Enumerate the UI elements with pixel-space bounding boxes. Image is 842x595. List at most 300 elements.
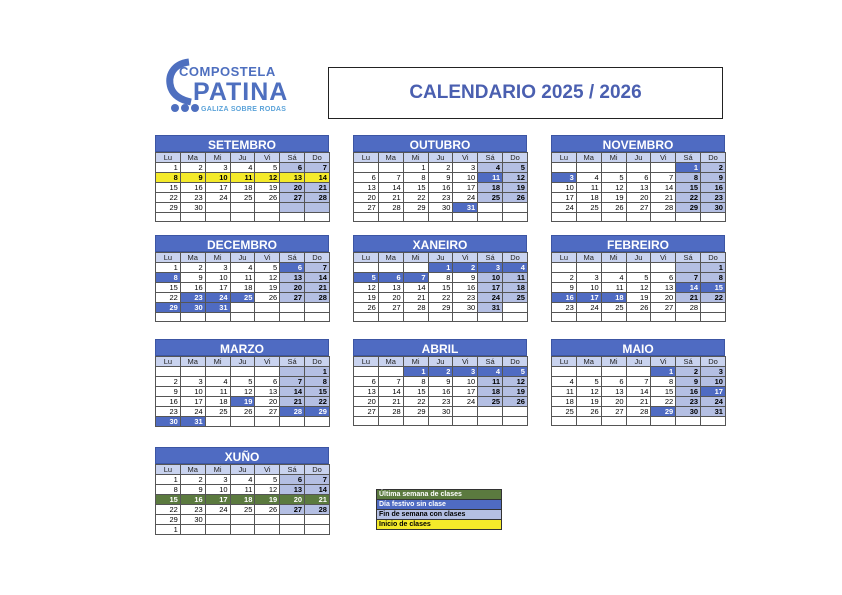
day-cell: 4 [205,377,230,387]
week-row [354,313,528,322]
day-header: Mi [601,253,626,263]
month-header: FEBREIRO [551,235,725,252]
day-cell [576,263,601,273]
day-header: Vi [651,153,676,163]
day-header: Vi [255,357,280,367]
day-cell [378,263,403,273]
day-cell: 10 [701,377,726,387]
day-cell [205,525,230,535]
month-header: DECEMBRO [155,235,329,252]
day-cell: 2 [676,367,701,377]
week-row [354,377,528,387]
day-header: Sá [676,153,701,163]
day-cell [453,417,478,426]
day-cell: 28 [305,293,330,303]
week-row [156,525,330,535]
week-row [354,303,528,313]
day-header: Ma [576,153,601,163]
day-cell: 25 [601,303,626,313]
day-cell [180,367,205,377]
day-cell: 16 [552,293,577,303]
day-cell [478,417,503,426]
day-cell: 27 [601,407,626,417]
day-cell: 9 [180,273,205,283]
day-header: Ma [378,253,403,263]
day-cell [305,303,330,313]
day-cell: 27 [354,407,379,417]
day-header: Vi [453,153,478,163]
day-cell [205,367,230,377]
day-cell [255,303,280,313]
week-row [156,367,330,377]
week-row [552,367,726,377]
day-cell: 3 [453,163,478,173]
month-maio [551,339,725,426]
day-cell: 13 [280,173,305,183]
day-cell: 10 [576,283,601,293]
day-cell: 21 [626,397,651,407]
day-cell [626,213,651,222]
day-cell [205,417,230,427]
day-cell: 20 [280,283,305,293]
day-cell [280,303,305,313]
day-cell: 16 [428,183,453,193]
day-cell [354,263,379,273]
day-cell: 14 [378,183,403,193]
day-header: Lu [552,253,577,263]
day-cell: 24 [205,505,230,515]
week-row [156,173,330,183]
day-cell: 18 [576,193,601,203]
day-cell: 20 [601,397,626,407]
day-cell: 10 [552,183,577,193]
day-cell [651,163,676,173]
day-cell: 4 [478,367,503,377]
day-cell: 3 [576,273,601,283]
week-row [156,515,330,525]
day-header: Lu [156,153,181,163]
day-cell: 14 [280,387,305,397]
day-cell: 8 [305,377,330,387]
day-cell: 15 [305,387,330,397]
day-cell [503,407,528,417]
day-cell: 16 [180,183,205,193]
day-cell: 1 [676,163,701,173]
day-cell: 14 [676,283,701,293]
day-cell: 1 [651,367,676,377]
day-cell: 5 [255,263,280,273]
day-cell: 26 [503,397,528,407]
day-cell [230,417,255,427]
day-cell: 10 [478,273,503,283]
day-cell: 4 [230,163,255,173]
day-cell: 28 [626,407,651,417]
day-header: Do [305,253,330,263]
day-cell [552,313,577,322]
day-header-row [552,153,726,163]
day-cell: 29 [156,515,181,525]
day-header: Do [305,357,330,367]
month-header: NOVEMBRO [551,135,725,152]
day-cell: 5 [255,475,280,485]
day-cell: 29 [676,203,701,213]
day-cell [453,213,478,222]
month-xaneiro [353,235,527,322]
day-header: Mi [403,357,428,367]
day-cell [552,367,577,377]
day-cell: 20 [354,193,379,203]
day-cell: 18 [230,283,255,293]
day-cell: 30 [428,407,453,417]
day-cell: 6 [280,475,305,485]
day-cell [255,203,280,213]
day-cell: 19 [230,397,255,407]
day-header: Mi [601,153,626,163]
day-cell [576,367,601,377]
day-cell: 26 [626,303,651,313]
month-marzo [155,339,329,427]
month-outubro [353,135,527,222]
day-cell: 30 [453,303,478,313]
day-cell: 3 [205,263,230,273]
day-cell: 28 [378,203,403,213]
day-cell [626,313,651,322]
month-novembro [551,135,725,222]
day-cell: 8 [701,273,726,283]
day-cell: 27 [651,303,676,313]
day-cell [354,163,379,173]
day-cell: 19 [255,283,280,293]
day-cell: 14 [305,173,330,183]
day-cell [478,203,503,213]
day-cell: 7 [378,377,403,387]
day-cell: 24 [552,203,577,213]
day-cell [503,313,528,322]
day-cell [230,367,255,377]
day-cell: 19 [255,183,280,193]
week-row [354,163,528,173]
day-cell [503,213,528,222]
week-row [354,193,528,203]
day-cell: 15 [156,283,181,293]
day-cell [354,417,379,426]
compostela-patina-logo [163,58,303,120]
day-cell: 18 [478,387,503,397]
day-cell [305,213,330,222]
week-row [354,283,528,293]
day-cell: 24 [180,407,205,417]
day-cell: 30 [180,203,205,213]
week-row [354,407,528,417]
day-header: Vi [255,253,280,263]
day-cell [378,213,403,222]
day-cell [205,313,230,322]
day-cell [503,203,528,213]
day-cell: 6 [601,377,626,387]
day-cell: 24 [453,193,478,203]
day-cell [701,417,726,426]
week-row [552,263,726,273]
day-cell [651,417,676,426]
day-cell: 23 [180,293,205,303]
day-cell: 18 [230,495,255,505]
month-xuño [155,447,329,535]
day-cell: 4 [552,377,577,387]
day-header: Lu [156,465,181,475]
week-row [156,183,330,193]
day-header: Sá [676,357,701,367]
day-cell: 11 [576,183,601,193]
day-cell: 25 [478,397,503,407]
month-table [155,252,330,322]
day-cell: 21 [651,193,676,203]
week-row [156,163,330,173]
day-cell: 6 [255,377,280,387]
day-cell: 4 [478,163,503,173]
day-cell: 9 [428,377,453,387]
day-header: Lu [354,357,379,367]
week-row [156,263,330,273]
day-header: Sá [280,153,305,163]
day-cell: 4 [576,173,601,183]
day-cell: 19 [601,193,626,203]
day-cell: 5 [626,273,651,283]
day-cell [576,163,601,173]
day-cell: 25 [205,407,230,417]
day-cell: 9 [676,377,701,387]
month-header: XUÑO [155,447,329,464]
day-cell [280,203,305,213]
day-cell: 23 [428,193,453,203]
week-row [354,213,528,222]
day-cell [354,367,379,377]
day-cell: 20 [255,397,280,407]
week-row [354,293,528,303]
month-header: XANEIRO [353,235,527,252]
day-cell [651,263,676,273]
day-cell: 12 [230,387,255,397]
day-cell: 23 [676,397,701,407]
month-header: SETEMBRO [155,135,329,152]
logo-tagline: GALIZA SOBRE RODAS [201,106,287,113]
day-cell: 16 [180,495,205,505]
day-cell: 12 [601,183,626,193]
week-row [156,213,330,222]
day-cell: 25 [230,193,255,203]
day-cell: 15 [428,283,453,293]
day-header: Do [503,357,528,367]
day-cell: 9 [428,173,453,183]
week-row [552,293,726,303]
day-cell: 6 [378,273,403,283]
day-cell: 22 [156,505,181,515]
day-cell: 17 [478,283,503,293]
day-cell: 1 [156,475,181,485]
day-cell: 19 [354,293,379,303]
day-cell: 1 [403,163,428,173]
day-cell [280,525,305,535]
day-cell: 23 [180,193,205,203]
day-cell: 17 [701,387,726,397]
day-cell: 28 [403,303,428,313]
day-cell: 12 [503,377,528,387]
day-cell: 9 [180,485,205,495]
day-header: Ju [230,253,255,263]
day-cell: 20 [354,397,379,407]
day-header: Vi [453,253,478,263]
day-cell: 27 [280,193,305,203]
day-cell [280,417,305,427]
day-cell [428,313,453,322]
day-header: Vi [651,357,676,367]
title-box [328,67,723,119]
day-cell: 8 [156,485,181,495]
day-header-row [552,253,726,263]
day-cell: 26 [354,303,379,313]
day-cell: 11 [478,377,503,387]
day-header: Ju [626,357,651,367]
day-header: Mi [205,465,230,475]
day-cell: 2 [180,475,205,485]
day-header: Mi [205,153,230,163]
day-cell: 26 [503,193,528,203]
week-row [552,417,726,426]
day-header: Ju [428,253,453,263]
day-cell: 25 [552,407,577,417]
day-cell: 29 [403,203,428,213]
day-cell: 2 [428,367,453,377]
day-cell: 29 [305,407,330,417]
day-cell: 29 [403,407,428,417]
day-cell: 8 [156,273,181,283]
day-cell [701,313,726,322]
day-cell [180,313,205,322]
day-cell: 23 [701,193,726,203]
day-cell: 12 [626,283,651,293]
week-row [156,293,330,303]
day-cell [230,203,255,213]
day-cell [552,417,577,426]
day-header: Lu [354,253,379,263]
week-row [156,203,330,213]
day-cell: 20 [280,495,305,505]
day-header: Ju [428,153,453,163]
day-header: Ju [626,253,651,263]
day-cell: 30 [156,417,181,427]
day-cell: 28 [280,407,305,417]
week-row [156,303,330,313]
day-cell: 7 [676,273,701,283]
week-row [156,475,330,485]
week-row [552,203,726,213]
day-cell: 11 [205,387,230,397]
day-cell: 27 [378,303,403,313]
day-cell: 26 [230,407,255,417]
day-cell [378,417,403,426]
day-cell: 9 [552,283,577,293]
day-header: Do [305,153,330,163]
day-cell [305,525,330,535]
day-header: Mi [403,153,428,163]
day-cell [552,213,577,222]
day-cell [205,213,230,222]
day-cell: 24 [576,303,601,313]
day-cell: 18 [601,293,626,303]
day-cell: 31 [453,203,478,213]
logo-line-1: COMPOSTELA [179,64,276,79]
week-row [552,387,726,397]
day-header: Mi [403,253,428,263]
day-cell: 31 [205,303,230,313]
day-cell: 18 [205,397,230,407]
day-cell: 23 [180,505,205,515]
day-cell: 18 [503,283,528,293]
day-cell: 6 [280,163,305,173]
month-abril [353,339,527,426]
day-cell: 16 [701,183,726,193]
day-cell: 15 [701,283,726,293]
day-cell: 13 [354,387,379,397]
day-cell: 7 [403,273,428,283]
day-cell: 5 [354,273,379,283]
day-cell: 3 [205,475,230,485]
day-cell [626,367,651,377]
day-cell: 1 [701,263,726,273]
month-table [551,356,726,426]
day-cell: 30 [180,303,205,313]
day-cell: 14 [305,485,330,495]
day-header: Sá [280,253,305,263]
day-cell: 7 [305,475,330,485]
day-cell [626,163,651,173]
day-cell [552,163,577,173]
day-cell: 22 [403,397,428,407]
day-cell: 8 [428,273,453,283]
day-cell: 31 [701,407,726,417]
month-table [155,152,330,222]
day-cell: 23 [156,407,181,417]
day-cell: 4 [230,475,255,485]
day-cell: 3 [552,173,577,183]
day-cell: 21 [305,495,330,505]
day-cell [428,213,453,222]
week-row [156,505,330,515]
day-header: Sá [478,253,503,263]
day-cell: 27 [354,203,379,213]
legend [376,489,502,530]
day-cell: 31 [478,303,503,313]
week-row [156,397,330,407]
day-cell: 26 [601,203,626,213]
day-header-row [156,253,330,263]
day-cell: 5 [601,173,626,183]
day-cell: 30 [701,203,726,213]
day-cell [601,417,626,426]
day-header: Ma [180,357,205,367]
day-cell: 25 [576,203,601,213]
day-cell: 21 [305,183,330,193]
week-row [552,303,726,313]
day-cell [354,213,379,222]
day-cell: 10 [453,173,478,183]
day-header: Sá [478,357,503,367]
day-cell: 6 [651,273,676,283]
day-cell: 10 [205,485,230,495]
day-cell [552,263,577,273]
day-header: Ma [576,253,601,263]
day-cell [354,313,379,322]
week-row [354,273,528,283]
